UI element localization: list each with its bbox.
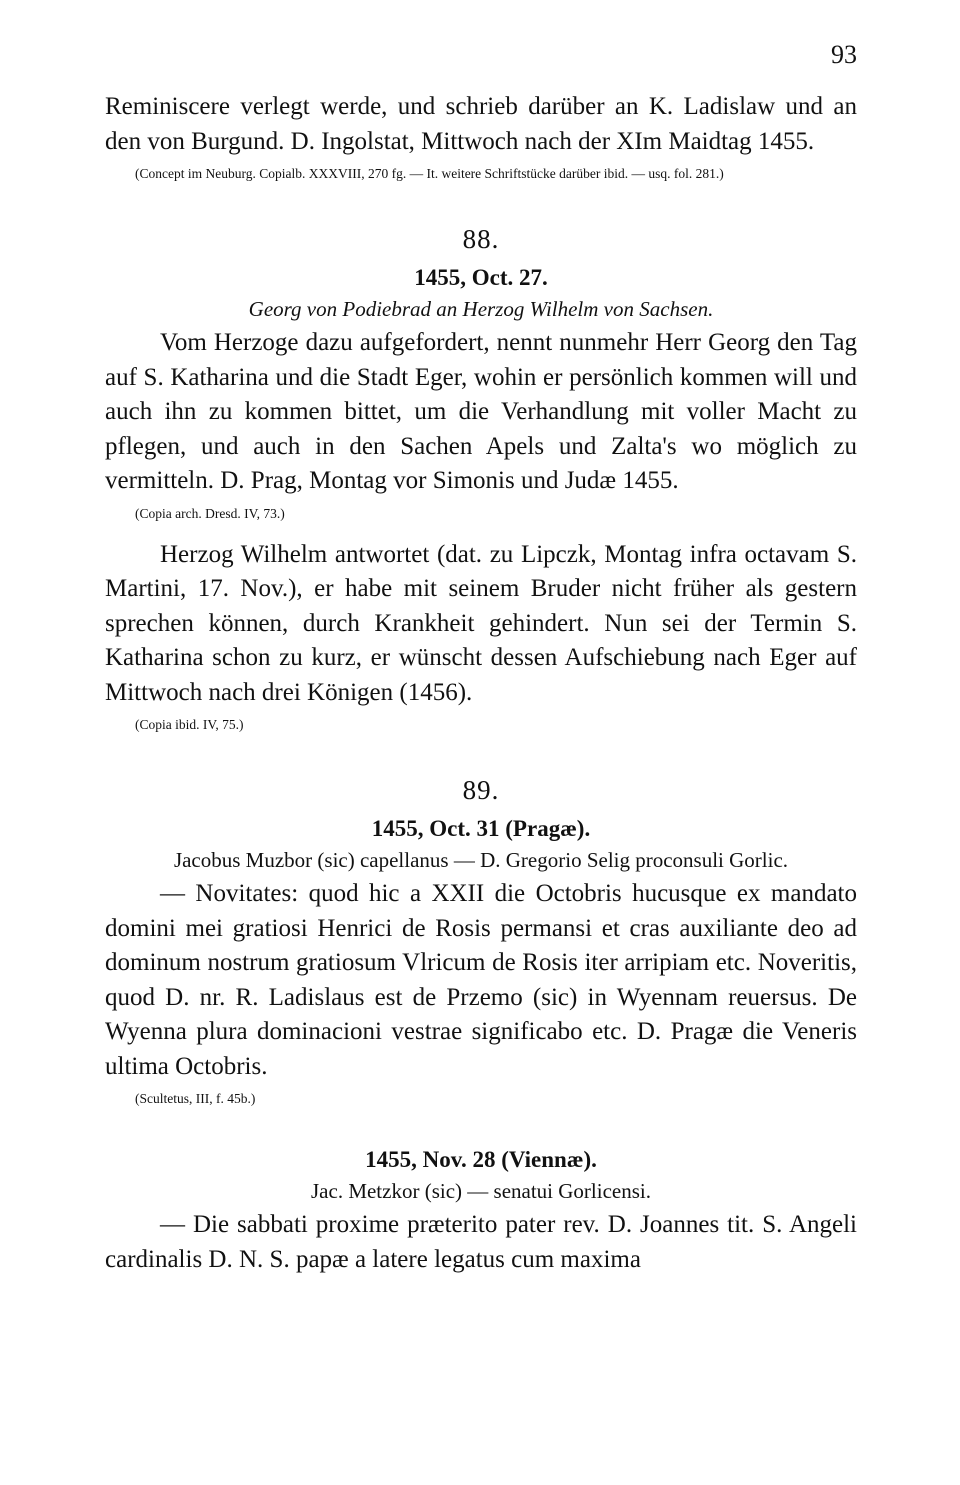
document-88 — [105, 224, 857, 735]
document-heading: Jac. Metzkor (sic) — senatui Gorlicensi. — [311, 1179, 651, 1203]
document-date: 1455, Nov. 28 (Viennæ). — [365, 1147, 597, 1172]
intro-paragraph: Reminiscere verlegt werde, und schrieb darüber an K. Ladislaw und an den von Burgund. D. Ingolstat, Mittwoch nach der XIm Maidtag 1455. — [105, 93, 857, 155]
document-90 — [105, 1147, 857, 1277]
document-body: — Novitates: quod hic a XXII die Octobris hucusque ex mandato domini mei gratiosi Henrici de Rosis permansi et cras auxiliante deo ad dominum nostrum gratiosum Vlricum de Rosis iter arripiam etc. Noveritis, quod D. nr. R. Ladislaus est de Przemo (sic) in Wyennam reuersus. De Wyenna plura dominacioni vestrae significabo etc. D. Pragæ die Veneris ultima Octobris. — [105, 880, 857, 1080]
document-heading: Jacobus Muzbor (sic) capellanus — D. Gregorio Selig proconsuli Gorlic. — [173, 848, 789, 872]
document-heading: Georg von Podiebrad an Herzog Wilhelm von Sachsen. — [248, 297, 714, 321]
page-number: 93 — [831, 40, 857, 69]
document-89 — [105, 775, 857, 1109]
document-number: 89. — [462, 775, 500, 805]
document-citation: (Scultetus, III, f. 45b.) — [135, 1091, 256, 1106]
intro-citation: (Concept im Neuburg. Copialb. XXXVIII, 270 fg. — It. weitere Schriftstücke darüber ibid. — usq. fol. 281.) — [135, 166, 724, 181]
document-citation: (Copia arch. Dresd. IV, 73.) — [135, 505, 285, 521]
document-page — [105, 40, 857, 1277]
document-number: 88. — [462, 224, 500, 254]
reply-citation: (Copia ibid. IV, 75.) — [135, 717, 244, 732]
reply-paragraph: Herzog Wilhelm antwortet (dat. zu Lipczk, Montag infra octavam S. Martini, 17. Nov.), er habe mit seinem Bruder nicht früher als gestern sprechen können, durch Krankheit gehindert. Nun sei der Termin S. Katharina schon zu kurz, er wünscht dessen Aufschiebung nach Eger auf Mittwoch nach drei Königen (1456). — [105, 540, 857, 706]
document-body: Vom Herzoge dazu aufgefordert, nennt nunmehr Herr Georg den Tag auf S. Katharina und die Stadt Eger, wohin er persönlich kommen will und auch ihn zu kommen bittet, um die Verhandlung mit voller Macht zu pflegen, und auch in den Sachen Apels und Zalta's wo möglich zu vermitteln. D. Prag, Montag vor Simonis und Judæ 1455. — [105, 329, 857, 494]
document-date: 1455, Oct. 31 (Pragæ). — [371, 816, 591, 841]
document-body: — Die sabbati proxime præterito pater rev. D. Joannes tit. S. Angeli cardinalis D. N. S. papæ a latere legatus cum maxima — [105, 1211, 857, 1273]
document-date: 1455, Oct. 27. — [414, 265, 548, 290]
